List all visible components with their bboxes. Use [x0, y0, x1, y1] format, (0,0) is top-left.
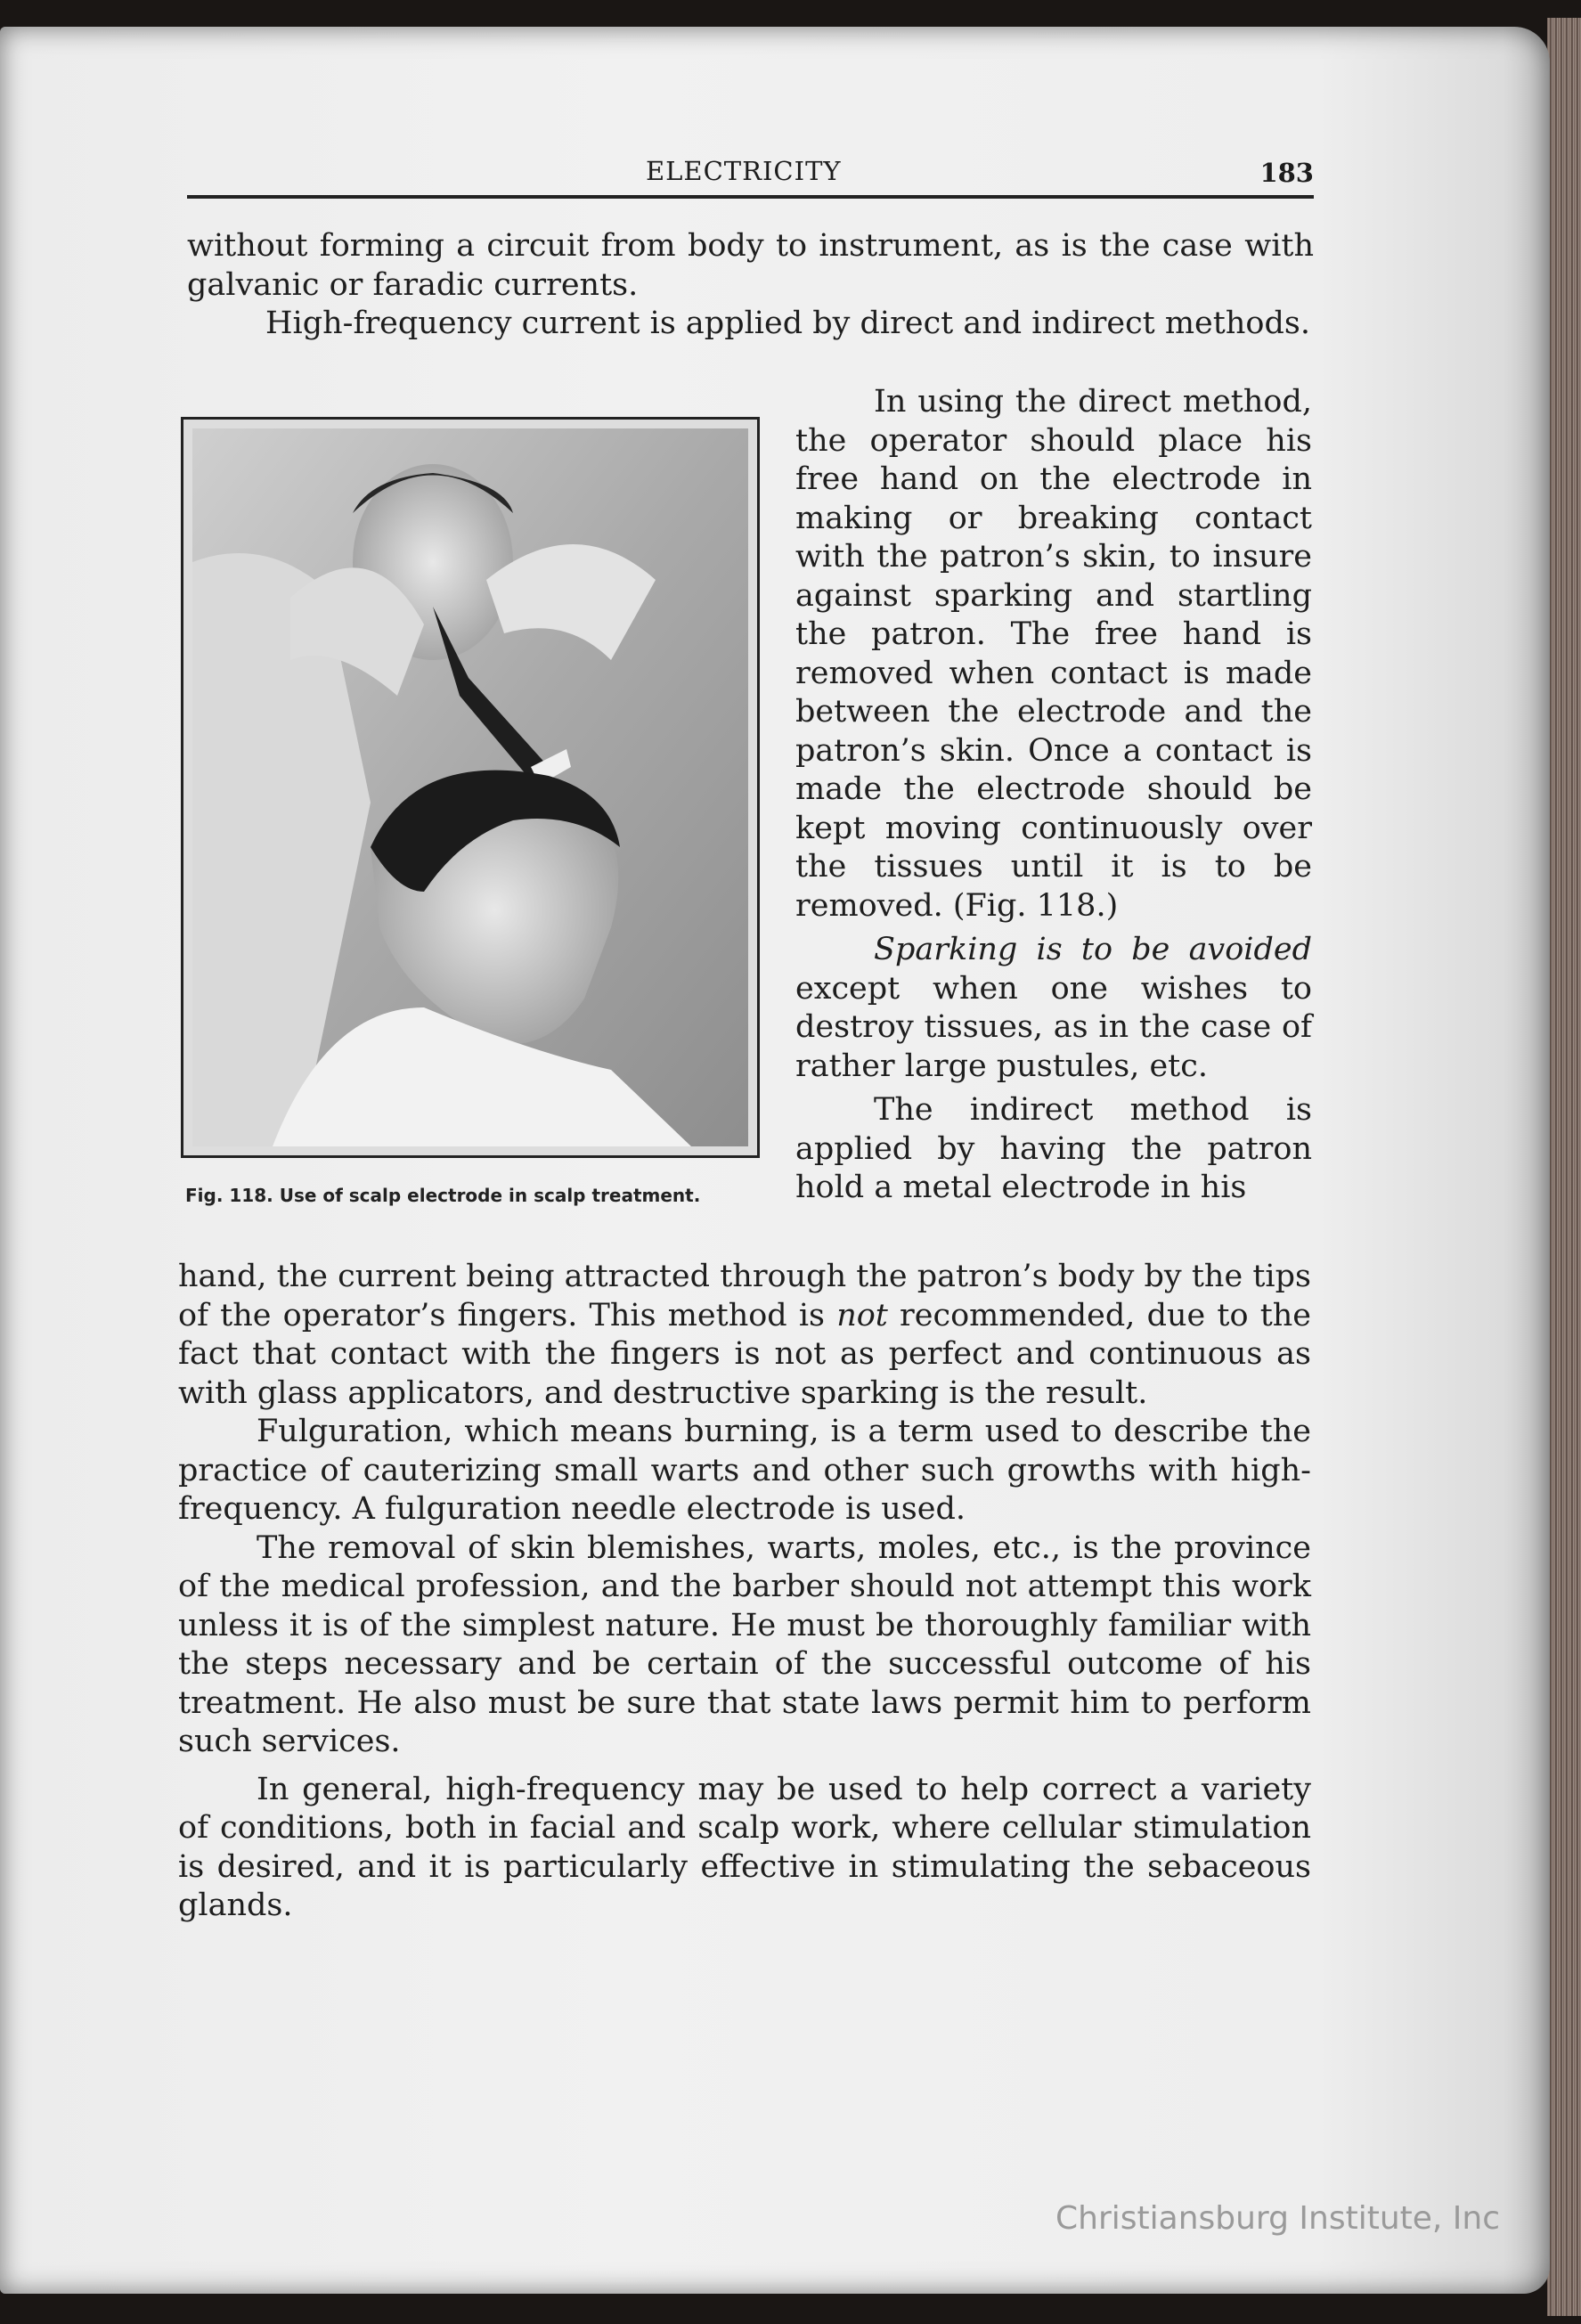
scalp-treatment-photo	[192, 428, 748, 1146]
right-column	[795, 383, 1312, 1208]
paragraph-fulguration: Fulguration, which means burning, is a term used to describe the practice of cauterizing small warts and other such growths with high-frequency. A fulguration needle electrode is used.	[178, 1414, 1311, 1527]
indirect-part-a: hand, the current being attracted through the patron’s body by the tips of the operator’s fingers. This method is	[178, 1259, 1311, 1333]
paragraph-removal: The removal of skin blemishes, warts, moles, etc., is the province of the medical profession, and the barber should not attempt this work unless it is of the simplest nature. He must be thoroughly familiar with the steps necessary and be certain of the successful outcome of his treatment. He also must be sure that state laws permit him to perform such services.	[178, 1529, 1311, 1759]
sparking-rest: except when one wishes to destroy tissues, as in the case of rather large pustules, etc.	[795, 970, 1312, 1084]
page-header	[187, 156, 1314, 199]
book-page-edges	[1547, 18, 1581, 2316]
watermark: Christiansburg Institute, Inc	[1055, 2200, 1501, 2237]
indirect-not-emphasis: not	[836, 1297, 888, 1333]
paragraph-methods: High-frequency current is applied by direct and indirect methods.	[265, 306, 1310, 341]
intro-paragraphs	[187, 227, 1314, 344]
paragraph-indirect-method-continued	[178, 1258, 1311, 1413]
paragraph-direct-method: In using the direct method, the operator should place his free hand on the electrode in making or breaking contact with the patron’s skin, to insure against sparking and startling the patron. The free hand is removed when contact is made between the electrode and the patron’s skin. Once a contact is made the electrode should be kept moving continuously over the tissues until it is to be removed. (Fig. 118.)	[795, 384, 1312, 924]
sparking-emphasis: Sparking is to be avoided	[874, 932, 1312, 967]
paragraph-indirect-method-start: The indirect method is applied by having the patron hold a metal electrode in his	[795, 1092, 1312, 1205]
running-head: ELECTRICITY	[646, 156, 842, 186]
indirect-part-b: recommended, due to the fact that contact with the fingers is not as perfect and continuous as with glass applicators, and destructive sparking is the result.	[178, 1297, 1312, 1411]
figure-caption: Fig. 118. Use of scalp electrode in scalp treatment.	[185, 1185, 701, 1206]
page-number: 183	[1259, 158, 1314, 188]
figure-118	[181, 417, 760, 1158]
paragraph-intro-continuation: without forming a circuit from body to instrument, as is the case with galvanic or faradic currents.	[187, 228, 1314, 303]
lower-body	[178, 1258, 1311, 1926]
book-page	[0, 27, 1550, 2294]
paragraph-general: In general, high-frequency may be used to help correct a variety of conditions, both in facial and scalp work, where cellular stimulation is desired, and it is particularly effective in stimulating the sebaceous glands.	[178, 1771, 1311, 1923]
paragraph-sparking	[795, 931, 1312, 1086]
